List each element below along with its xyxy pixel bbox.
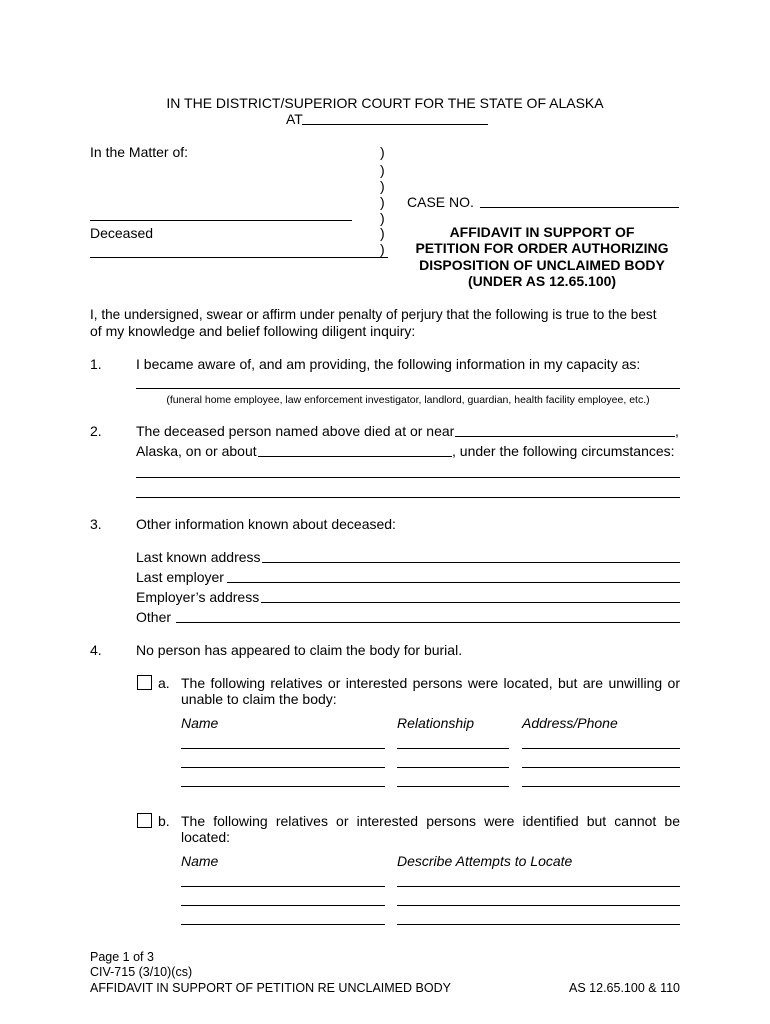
caption-paren: ) [380, 144, 385, 160]
option-b-line2: located: [181, 829, 231, 845]
form-title-line: DISPOSITION OF UNCLAIMED BODY [419, 257, 665, 273]
footer-statute: AS 12.65.100 & 110 [569, 981, 680, 995]
option-b-letter: b. [158, 813, 170, 829]
last-address-field[interactable] [262, 562, 680, 563]
last-employer-label: Last employer [136, 569, 224, 585]
deceased-name-field[interactable] [90, 220, 352, 221]
circumstances-field[interactable] [136, 477, 680, 478]
option-a-line1: The following relatives or interested persons were located, but are unwilling or [181, 675, 680, 691]
item-number: 1. [90, 356, 102, 372]
item3-text: Other information known about deceased: [136, 516, 396, 532]
footer-form-title: AFFIDAVIT IN SUPPORT OF PETITION RE UNCLAIMED BODY [90, 981, 451, 995]
item4-text: No person has appeared to claim the body for burial. [136, 642, 463, 658]
caption-paren: ) [380, 241, 385, 257]
last-employer-field[interactable] [227, 582, 680, 583]
caption-paren: ) [380, 210, 385, 226]
case-no-field[interactable] [480, 207, 679, 208]
col-attempts-header: Describe Attempts to Locate [397, 853, 573, 869]
caption-paren: ) [380, 194, 385, 210]
item-number: 3. [90, 516, 102, 532]
case-no-label: CASE NO. [407, 194, 474, 210]
caption-bottom-rule [90, 257, 388, 258]
locate-attempts-field[interactable] [397, 905, 680, 906]
relative-relationship-field[interactable] [397, 786, 509, 787]
at-label: AT [286, 111, 303, 127]
caption-paren: ) [380, 178, 385, 194]
capacity-hint: (funeral home employee, law enforcement investigator, landlord, guardian, health facility employee, etc.) [166, 394, 650, 406]
form-title-line: PETITION FOR ORDER AUTHORIZING [415, 240, 669, 256]
other-label: Other [136, 609, 172, 625]
unlocated-name-field[interactable] [181, 924, 385, 925]
option-a-letter: a. [158, 675, 170, 691]
unlocated-name-field[interactable] [181, 886, 385, 887]
option-b-line1: The following relatives or interested persons were identified but cannot be [181, 813, 680, 829]
form-id: CIV-715 (3/10)(cs) [90, 965, 193, 979]
unlocated-name-field[interactable] [181, 905, 385, 906]
item1-text: I became aware of, and am providing, the following information in my capacity as: [136, 356, 641, 372]
intro-line: I, the undersigned, swear or affirm under penalty of perjury that the following is true to the best [90, 307, 657, 322]
locate-attempts-field[interactable] [397, 924, 680, 925]
relative-relationship-field[interactable] [397, 767, 509, 768]
last-address-label: Last known address [136, 549, 261, 565]
circumstances-field[interactable] [136, 497, 680, 498]
relative-address-field[interactable] [522, 767, 680, 768]
form-title-line: AFFIDAVIT IN SUPPORT OF [449, 224, 635, 240]
capacity-field[interactable] [136, 388, 680, 389]
item2-line1-prefix: The deceased person named above died at or near [136, 423, 455, 439]
relative-address-field[interactable] [522, 748, 680, 749]
item2-line2-prefix: Alaska, on or about [136, 443, 257, 459]
relative-name-field[interactable] [181, 786, 385, 787]
item-number: 2. [90, 423, 102, 439]
item2-line2-suffix: , under the following circumstances: [452, 443, 675, 459]
option-a-checkbox[interactable] [137, 675, 152, 690]
col-address-header: Address/Phone [522, 715, 618, 731]
col-name-header: Name [181, 715, 219, 731]
item2-comma: , [675, 423, 679, 439]
relative-name-field[interactable] [181, 748, 385, 749]
at-location-field[interactable] [302, 124, 488, 125]
relative-name-field[interactable] [181, 767, 385, 768]
page-number: Page 1 of 3 [90, 950, 154, 964]
other-field[interactable] [176, 622, 680, 623]
death-date-field[interactable] [258, 456, 452, 457]
option-a-line2: unable to claim the body: [181, 691, 337, 707]
deceased-label: Deceased [90, 225, 154, 241]
caption-paren: ) [380, 162, 385, 178]
col-relationship-header: Relationship [397, 715, 475, 731]
intro-line: of my knowledge and belief following diligent inquiry: [90, 323, 416, 339]
caption-paren: ) [380, 225, 385, 241]
item-number: 4. [90, 642, 102, 658]
locate-attempts-field[interactable] [397, 886, 680, 887]
relative-relationship-field[interactable] [397, 748, 509, 749]
death-location-field[interactable] [455, 436, 675, 437]
relative-address-field[interactable] [522, 786, 680, 787]
form-title-line: (UNDER AS 12.65.100) [467, 273, 617, 289]
employer-address-field[interactable] [261, 602, 680, 603]
court-heading: IN THE DISTRICT/SUPERIOR COURT FOR THE STATE OF ALASKA [166, 95, 604, 111]
matter-label: In the Matter of: [90, 144, 189, 160]
option-b-checkbox[interactable] [137, 813, 152, 828]
employer-address-label: Employer’s address [136, 589, 260, 605]
col-name-header: Name [181, 853, 219, 869]
